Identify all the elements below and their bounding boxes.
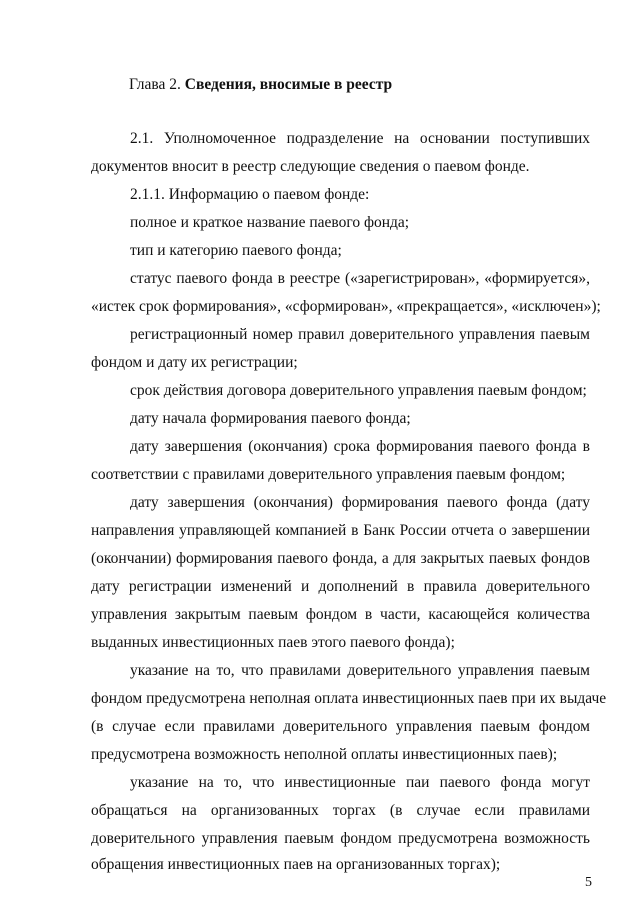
text-line: доверительного управления паевым фондом предусмотрена возможность <box>91 830 590 847</box>
text-line: 2.1. Уполномоченное подразделение на основании поступивших <box>130 130 590 147</box>
text-line: обращения инвестиционных паев на организованных торгах); <box>91 856 501 873</box>
text-line: указание на то, что инвестиционные паи паевого фонда могут <box>130 774 590 791</box>
text-line: дату начала формирования паевого фонда; <box>130 410 411 427</box>
chapter-heading-prefix: Глава 2. <box>129 76 181 93</box>
chapter-heading-title: Сведения, вносимые в реестр <box>184 76 393 93</box>
text-line: дату регистрации изменений и дополнений в правила доверительного <box>91 578 590 595</box>
text-line: срок действия договора доверительного управления паевым фондом; <box>130 382 587 399</box>
text-line: фондом и дату их регистрации; <box>91 354 298 371</box>
text-line: документов вносит в реестр следующие сведения о паевом фонде. <box>91 158 530 175</box>
text-line: направления управляющей компанией в Банк России отчета о завершении <box>91 522 590 539</box>
text-line: дату завершения (окончания) формирования паевого фонда (дату <box>130 494 590 511</box>
text-line: предусмотрена возможность неполной оплаты инвестиционных паев); <box>91 746 558 763</box>
text-line: «истек срок формирования», «сформирован», «прекращается», «исключен»); <box>91 298 601 315</box>
text-line: 2.1.1. Информацию о паевом фонде: <box>130 186 370 203</box>
text-line: тип и категорию паевого фонда; <box>130 242 342 259</box>
text-line: регистрационный номер правил доверительного управления паевым <box>130 326 590 343</box>
text-line: выданных инвестиционных паев этого паевого фонда); <box>91 634 455 651</box>
text-line: (окончании) формирования паевого фонда, а для закрытых паевых фондов <box>91 550 590 567</box>
text-line: (в случае если правилами доверительного управления паевым фондом <box>91 718 590 735</box>
text-line: полное и краткое название паевого фонда; <box>130 214 410 231</box>
chapter-heading <box>129 76 392 94</box>
text-line: обращаться на организованных торгах (в случае если правилами <box>91 802 590 819</box>
text-line: управления закрытым паевым фондом в части, касающейся количества <box>91 606 590 623</box>
text-line: дату завершения (окончания) срока формирования паевого фонда в <box>130 438 590 455</box>
text-line: статус паевого фонда в реестре («зарегистрирован», «формируется», <box>130 270 590 287</box>
text-line: указание на то, что правилами доверительного управления паевым <box>130 662 590 679</box>
page-number: 5 <box>585 875 592 890</box>
text-line: фондом предусмотрена неполная оплата инвестиционных паев при их выдаче <box>91 690 607 707</box>
text-line: соответствии с правилами доверительного управления паевым фондом; <box>91 466 566 483</box>
